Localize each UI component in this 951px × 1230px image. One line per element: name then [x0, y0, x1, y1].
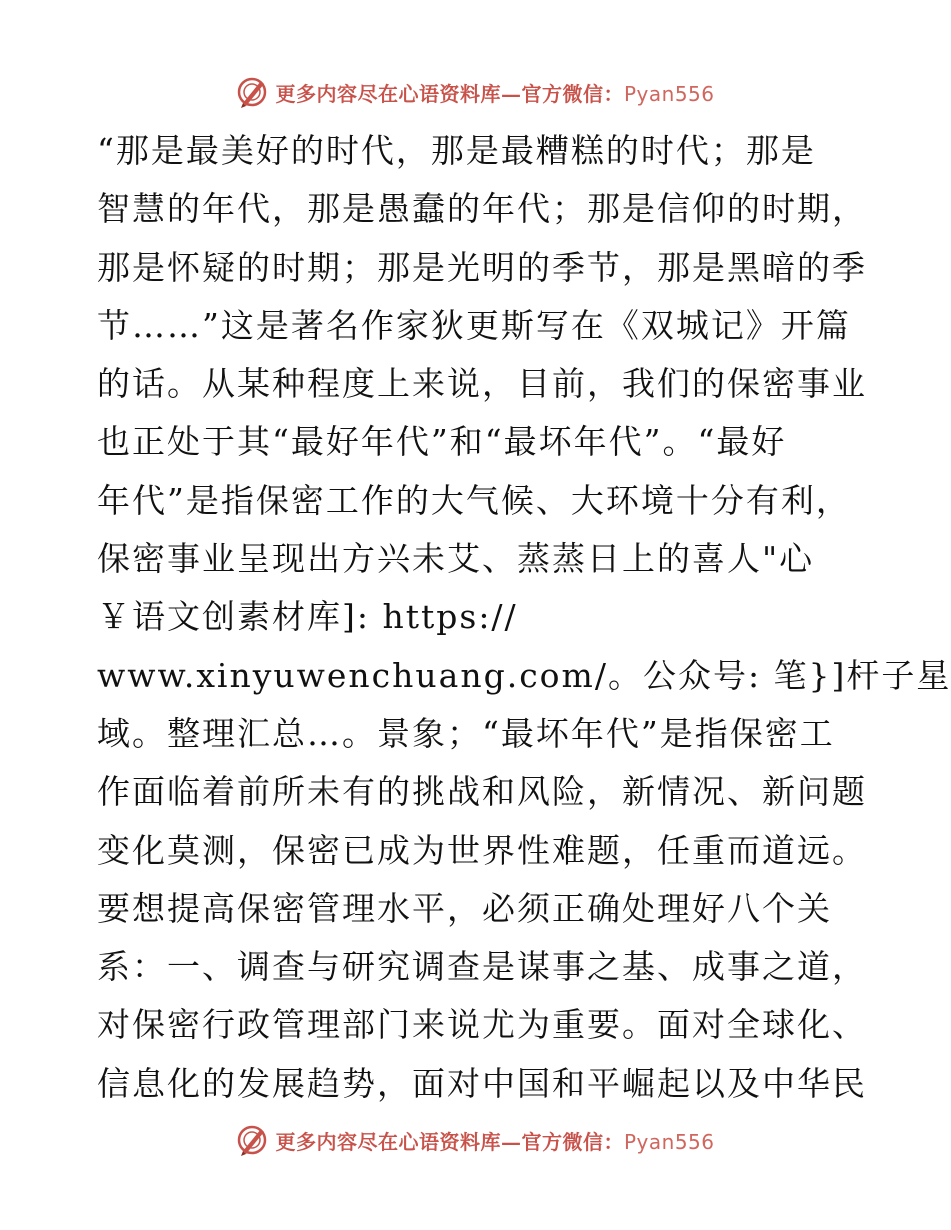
- footer-wechat-id: Pyan556: [623, 1129, 715, 1154]
- header-banner-dash: —: [500, 81, 522, 106]
- text-line: 年代”是指保密工作的大气候、大环境十分有利，: [97, 480, 851, 520]
- header-banner-sub: 官方微信：: [521, 81, 624, 106]
- text-line: 对保密行政管理部门来说尤为重要。面对全球化、: [97, 1005, 867, 1045]
- header-banner-text: [275, 78, 714, 107]
- text-line: ￥语文创素材库]: https://: [97, 597, 518, 637]
- footer-banner-dash: —: [500, 1129, 522, 1154]
- pen-logo-icon: [235, 1123, 269, 1157]
- header-banner-main: 更多内容尽在心语资料库: [275, 81, 501, 106]
- text-line: 节……”这是著名作家狄更斯写在《双城记》开篇: [97, 305, 851, 345]
- pen-logo-icon: [235, 75, 269, 109]
- text-line: 的话。从某种程度上来说，目前，我们的保密事业: [97, 364, 867, 404]
- text-line: 那是怀疑的时期；那是光明的季节，那是黑暗的季: [97, 247, 867, 287]
- footer-banner-sub: 官方微信：: [521, 1129, 624, 1154]
- footer-banner-main: 更多内容尽在心语资料库: [275, 1129, 501, 1154]
- text-line: 保密事业呈现出方兴未艾、蒸蒸日上的喜人"心: [97, 539, 815, 579]
- text-line: 作面临着前所未有的挑战和风险，新情况、新问题: [97, 772, 867, 812]
- text-line: 系：一、调查与研究调查是谋事之基、成事之道，: [97, 947, 867, 987]
- header-banner: [0, 72, 950, 112]
- footer-banner: [0, 1120, 950, 1160]
- header-wechat-id: Pyan556: [623, 81, 715, 106]
- text-line: 变化莫测，保密已成为世界性难题，任重而道远。: [97, 830, 867, 870]
- text-line: 也正处于其“最好年代”和“最坏年代”。“最好: [97, 422, 787, 462]
- text-line: 要想提高保密管理水平，必须正确处理好八个关: [97, 888, 832, 928]
- article-body: [97, 122, 951, 1113]
- footer-banner-text: [275, 1126, 714, 1155]
- text-line: www.xinyuwenchuang.com/。公众号: 笔}]杆子星: [97, 655, 951, 695]
- text-line: 智慧的年代，那是愚蠢的年代；那是信仰的时期，: [97, 189, 867, 229]
- text-line: “那是最美好的时代，那是最糟糕的时代；那是: [97, 131, 816, 170]
- text-line: 域。整理汇总…。景象；“最坏年代”是指保密工: [97, 713, 835, 753]
- text-line: 信息化的发展趋势，面对中国和平崛起以及中华民: [97, 1063, 867, 1103]
